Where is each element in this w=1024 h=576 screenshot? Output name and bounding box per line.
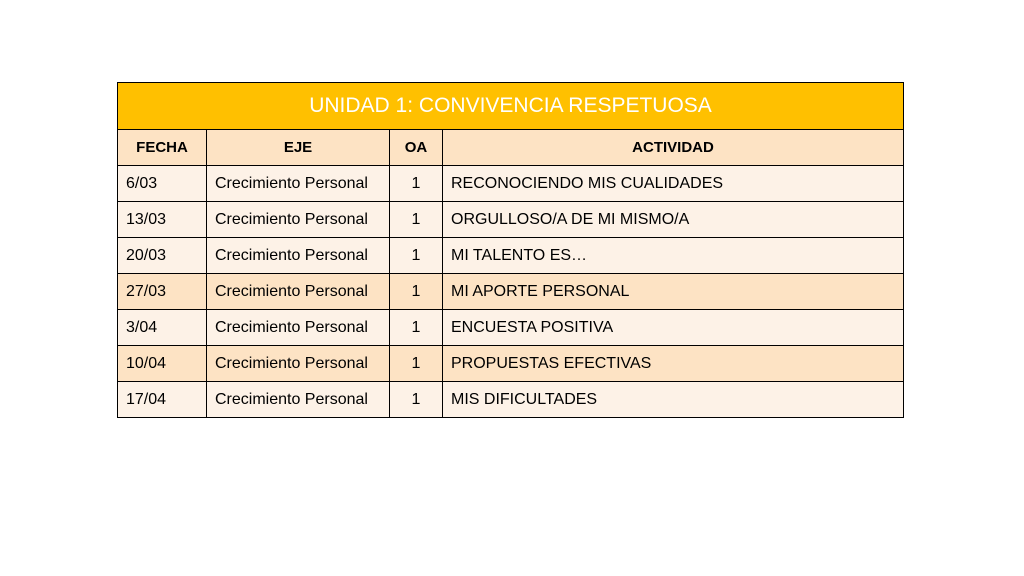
cell-oa: 1 <box>390 346 443 382</box>
cell-oa: 1 <box>390 202 443 238</box>
cell-actividad: RECONOCIENDO MIS CUALIDADES <box>443 166 904 202</box>
schedule-table <box>117 82 904 418</box>
table-row <box>118 382 904 418</box>
cell-oa: 1 <box>390 166 443 202</box>
cell-eje: Crecimiento Personal <box>207 310 390 346</box>
cell-actividad: MI APORTE PERSONAL <box>443 274 904 310</box>
cell-oa: 1 <box>390 382 443 418</box>
table-row <box>118 202 904 238</box>
cell-eje: Crecimiento Personal <box>207 202 390 238</box>
table-title: UNIDAD 1: CONVIVENCIA RESPETUOSA <box>118 83 904 130</box>
title-row <box>118 83 904 130</box>
table-row <box>118 238 904 274</box>
cell-actividad: ORGULLOSO/A DE MI MISMO/A <box>443 202 904 238</box>
header-actividad: ACTIVIDAD <box>443 130 904 166</box>
header-fecha: FECHA <box>118 130 207 166</box>
cell-actividad: MI TALENTO ES… <box>443 238 904 274</box>
cell-fecha: 3/04 <box>118 310 207 346</box>
cell-eje: Crecimiento Personal <box>207 346 390 382</box>
cell-actividad: MIS DIFICULTADES <box>443 382 904 418</box>
cell-eje: Crecimiento Personal <box>207 274 390 310</box>
header-eje: EJE <box>207 130 390 166</box>
cell-fecha: 13/03 <box>118 202 207 238</box>
cell-fecha: 17/04 <box>118 382 207 418</box>
cell-fecha: 10/04 <box>118 346 207 382</box>
cell-oa: 1 <box>390 238 443 274</box>
cell-eje: Crecimiento Personal <box>207 166 390 202</box>
cell-fecha: 20/03 <box>118 238 207 274</box>
cell-eje: Crecimiento Personal <box>207 382 390 418</box>
cell-fecha: 27/03 <box>118 274 207 310</box>
cell-actividad: ENCUESTA POSITIVA <box>443 310 904 346</box>
header-row <box>118 130 904 166</box>
cell-eje: Crecimiento Personal <box>207 238 390 274</box>
table-row <box>118 346 904 382</box>
cell-fecha: 6/03 <box>118 166 207 202</box>
header-oa: OA <box>390 130 443 166</box>
cell-oa: 1 <box>390 310 443 346</box>
table-row <box>118 310 904 346</box>
table-row <box>118 274 904 310</box>
cell-oa: 1 <box>390 274 443 310</box>
cell-actividad: PROPUESTAS EFECTIVAS <box>443 346 904 382</box>
table-row <box>118 166 904 202</box>
